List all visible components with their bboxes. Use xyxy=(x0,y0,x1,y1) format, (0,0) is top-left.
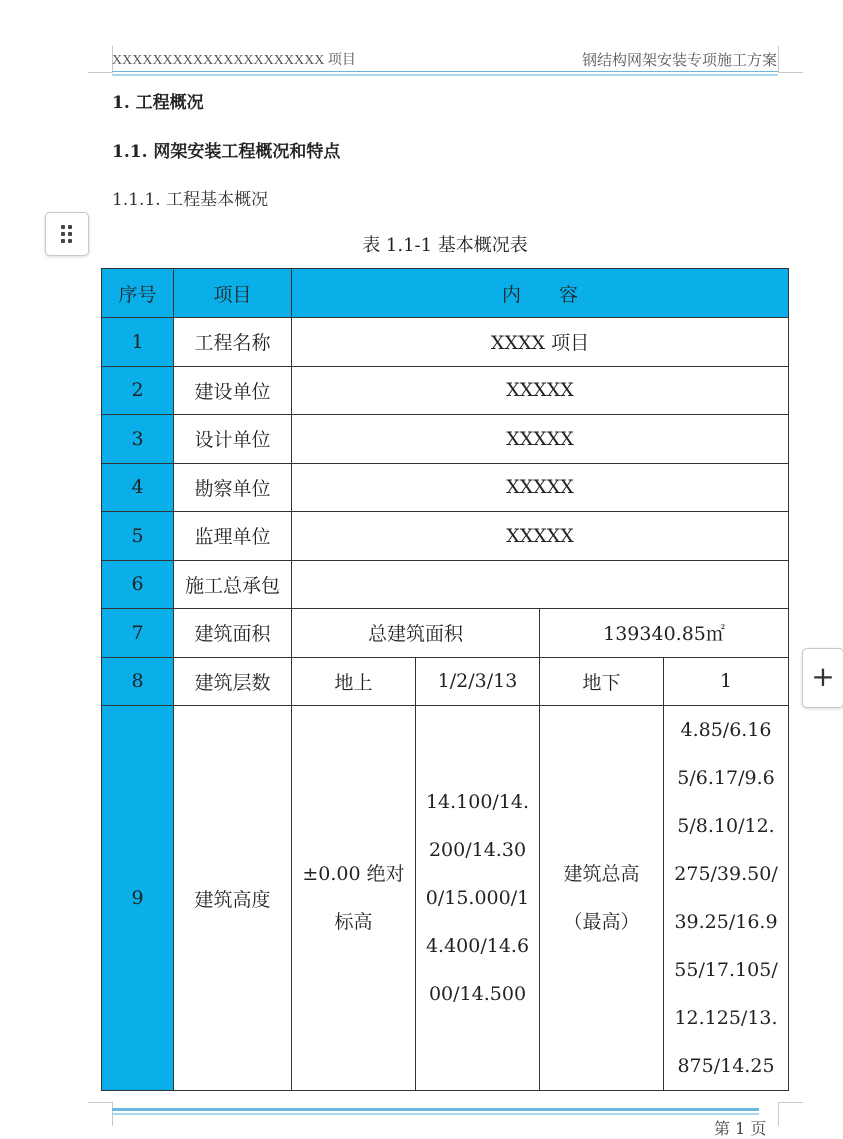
row-no: 2 xyxy=(102,366,174,415)
row-item: 建筑面积 xyxy=(174,609,292,658)
basic-info-table xyxy=(101,268,789,1091)
table-header-row xyxy=(102,269,789,318)
header-no: 序号 xyxy=(102,269,174,318)
row-no: 4 xyxy=(102,463,174,512)
header-item: 项目 xyxy=(174,269,292,318)
row-item: 工程名称 xyxy=(174,318,292,367)
floors-below-label: 地下 xyxy=(540,657,664,706)
row-content: XXXXX xyxy=(292,415,789,464)
row-content: XXXXX xyxy=(292,512,789,561)
row-no: 7 xyxy=(102,609,174,658)
table-row xyxy=(102,366,789,415)
table-caption: 表 1.1-1 基本概况表 xyxy=(362,235,528,256)
row-item: 建设单位 xyxy=(174,366,292,415)
header-project-name: XXXXXXXXXXXXXXXXXXXXX 项目 xyxy=(112,53,356,68)
header-content: 内 容 xyxy=(292,269,789,318)
row-no: 9 xyxy=(102,706,174,1091)
total-area-label: 总建筑面积 xyxy=(292,609,540,658)
header-rule xyxy=(112,71,778,72)
header-document-title: 钢结构网架安装专项施工方案 xyxy=(581,51,777,69)
crop-mark-bottom-right xyxy=(778,1102,803,1126)
row-content xyxy=(292,560,789,609)
page-number: 第 1 页 xyxy=(714,1119,767,1138)
table-row-floors xyxy=(102,657,789,706)
absolute-elevation-values: 14.100/14.200/14.300/15.000/14.400/14.600/14.500 xyxy=(416,706,540,1091)
crop-mark-top-left xyxy=(88,46,113,73)
row-item: 建筑层数 xyxy=(174,657,292,706)
row-no: 1 xyxy=(102,318,174,367)
total-height-values: 4.85/6.165/6.17/9.65/8.10/12.275/39.50/39.25/16.955/17.105/12.125/13.875/14.25 xyxy=(664,706,789,1091)
heading-level-1: 1. 工程概况 xyxy=(112,93,204,113)
total-area-value: 139340.85㎡ xyxy=(540,609,789,658)
plus-icon[interactable]: + xyxy=(802,648,843,708)
table-row xyxy=(102,318,789,367)
row-item: 监理单位 xyxy=(174,512,292,561)
floors-below-value: 1 xyxy=(664,657,789,706)
row-no: 3 xyxy=(102,415,174,464)
row-item: 施工总承包 xyxy=(174,560,292,609)
table-row xyxy=(102,415,789,464)
absolute-elevation-label: ±0.00 绝对标高 xyxy=(292,706,416,1091)
table-row xyxy=(102,463,789,512)
row-content: XXXXX xyxy=(292,366,789,415)
row-item: 设计单位 xyxy=(174,415,292,464)
table-row xyxy=(102,560,789,609)
footer-rule-secondary xyxy=(112,1113,759,1115)
floors-above-label: 地上 xyxy=(292,657,416,706)
floors-above-value: 1/2/3/13 xyxy=(416,657,540,706)
table-row-height xyxy=(102,706,789,1091)
footer-rule xyxy=(112,1108,759,1111)
table-row-area xyxy=(102,609,789,658)
row-no: 5 xyxy=(102,512,174,561)
row-no: 6 xyxy=(102,560,174,609)
total-height-label: 建筑总高（最高） xyxy=(540,706,664,1091)
header-rule-secondary xyxy=(112,74,778,76)
crop-mark-bottom-left xyxy=(88,1102,113,1126)
row-item: 勘察单位 xyxy=(174,463,292,512)
crop-mark-top-right xyxy=(778,46,803,73)
row-content: XXXXX xyxy=(292,463,789,512)
row-content: XXXX 项目 xyxy=(292,318,789,367)
row-item: 建筑高度 xyxy=(174,706,292,1091)
heading-level-2: 1.1. 网架安装工程概况和特点 xyxy=(112,142,341,162)
row-no: 8 xyxy=(102,657,174,706)
table-row xyxy=(102,512,789,561)
heading-level-3: 1.1.1. 工程基本概况 xyxy=(112,190,269,210)
